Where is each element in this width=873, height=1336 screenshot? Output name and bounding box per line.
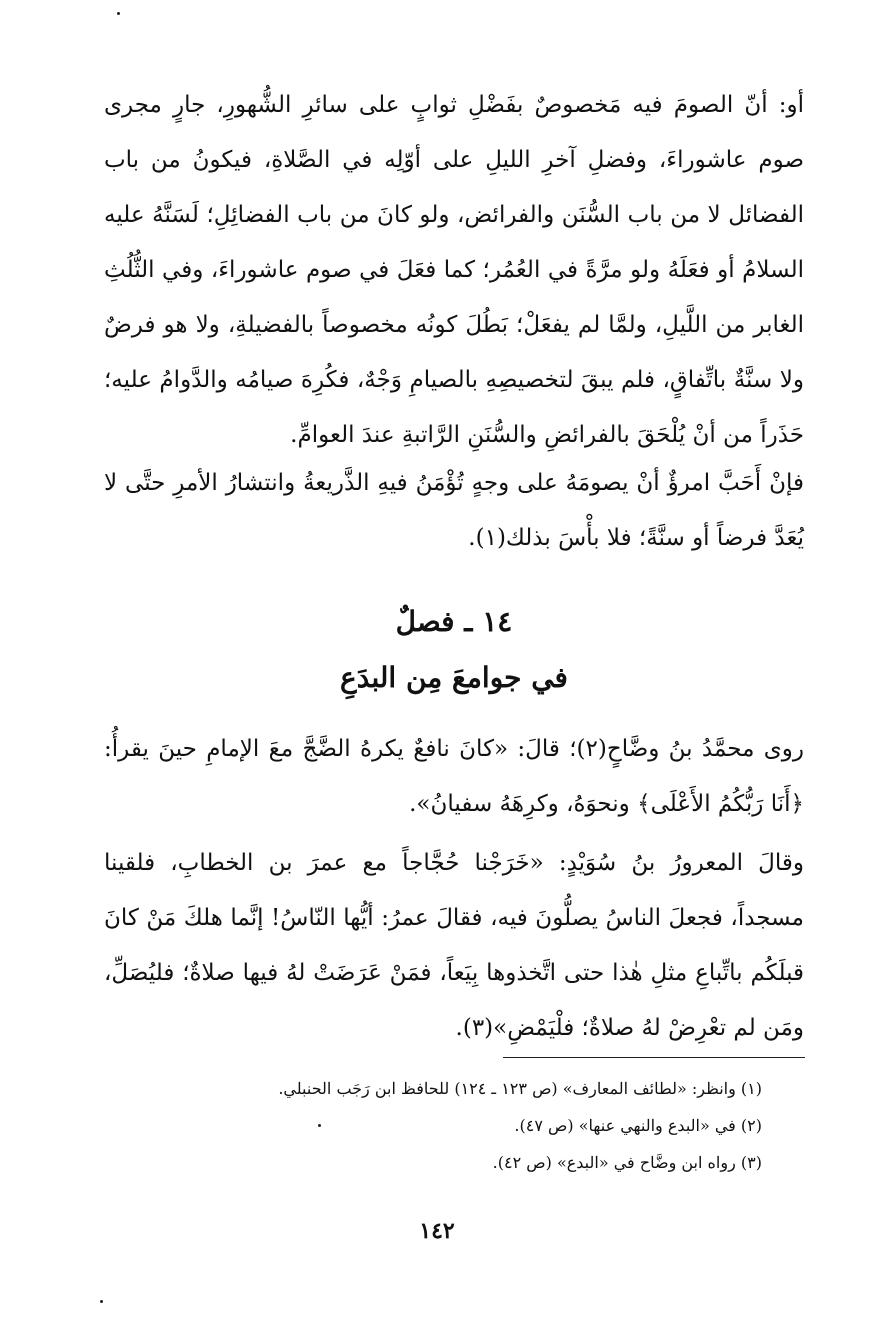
footnote-item: (٣) رواه ابن وضَّاح في «البدع» (ص ٤٢).: [492, 1153, 762, 1172]
footnote-item: (٢) في «البدع والنهي عنها» (ص ٤٧).: [514, 1116, 762, 1135]
section-number-title: ١٤ ـ فصلٌ: [395, 605, 513, 638]
section-subtitle: في جوامعَ مِن البدَعِ: [340, 661, 568, 694]
scan-speck: [117, 12, 120, 15]
scan-speck: [318, 1124, 321, 1127]
page-number: ١٤٢: [419, 1218, 455, 1244]
footnotes: [140, 1070, 762, 1181]
footnote-item: (١) وانظر: «لطائف المعارف» (ص ١٢٣ ـ ١٢٤) للحافظ ابن رَجَب الحنبلي.: [278, 1079, 762, 1098]
body-paragraph: وقالَ المعرورُ بنُ سُوَيْدٍ: «خَرَجْنا حُجَّاجاً مع عمرَ بن الخطابِ، فلقينا مسجداً، فجعلَ الناسُ يصلُّونَ فيه، فقالَ عمرُ: أيُّها النّاسُ! إنَّما هلكَ مَنْ كانَ قبلَكُم باتِّباعِ مثلِ هٰذا حتى اتَّخذوها بِيَعاً، فمَنْ عَرَضَتْ لهُ فيها صلاةٌ؛ فليُصَلِّ، ومَن لم تعْرِضْ لهُ صلاةٌ؛ فلْيَمْضِ»(٣).: [104, 850, 804, 1041]
body-paragraph: فإنْ أَحَبَّ امرؤٌ أنْ يصومَهُ على وجهٍ تُؤْمَنُ فيهِ الذَّريعةُ وانتشارُ الأمرِ حتَّى لا يُعَدَّ فرضاً أو سنَّةً؛ فلا بأْسَ بذلك(١).: [104, 470, 804, 551]
footnote-separator: [503, 1057, 805, 1058]
body-paragraph: أو: أنّ الصومَ فيه مَخصوصٌ بفَضْلِ ثوابٍ على سائرِ الشُّهورِ، جارٍ مجرى صوم عاشوراءَ، وفضلِ آخرِ الليلِ على أوّلِه في الصَّلاةِ، فيكونُ من باب الفضائل لا من باب السُّنَن والفرائض، ولو كانَ من باب الفضائِلِ؛ لَسَنَّهُ عليه السلامُ أو فعَلَهُ ولو مرَّةً في العُمُر؛ كما فعَلَ في صوم عاشوراءَ، وفي الثُّلُثِ الغابر من اللَّيلِ، ولمَّا لم يفعَلْ؛ بَطُلَ كونُه مخصوصاً بالفضيلةِ، ولا هو فرضٌ ولا سنَّةٌ باتِّفاقٍ، فلم يبقَ لتخصيصِهِ بالصيامِ وَجْهٌ، فكُرِهَ صيامُه والدَّوامُ عليه؛ حَذَراً من أنْ يُلْحَقَ بالفرائضِ والسُّنَنِ الرَّاتبةِ عندَ العوامِّ.: [104, 92, 804, 448]
scan-speck: [100, 1300, 103, 1303]
body-paragraph: روى محمَّدُ بنُ وضَّاحٍ(٢)؛ قالَ: «كانَ نافعٌ يكرهُ الضَّجَّ معَ الإمامِ حينَ يقرأُ: ﴿أَنَا رَبُّكُمُ الأَعْلَى﴾ ونحوَهُ، وكرِهَهُ سفيانُ».: [104, 736, 804, 817]
